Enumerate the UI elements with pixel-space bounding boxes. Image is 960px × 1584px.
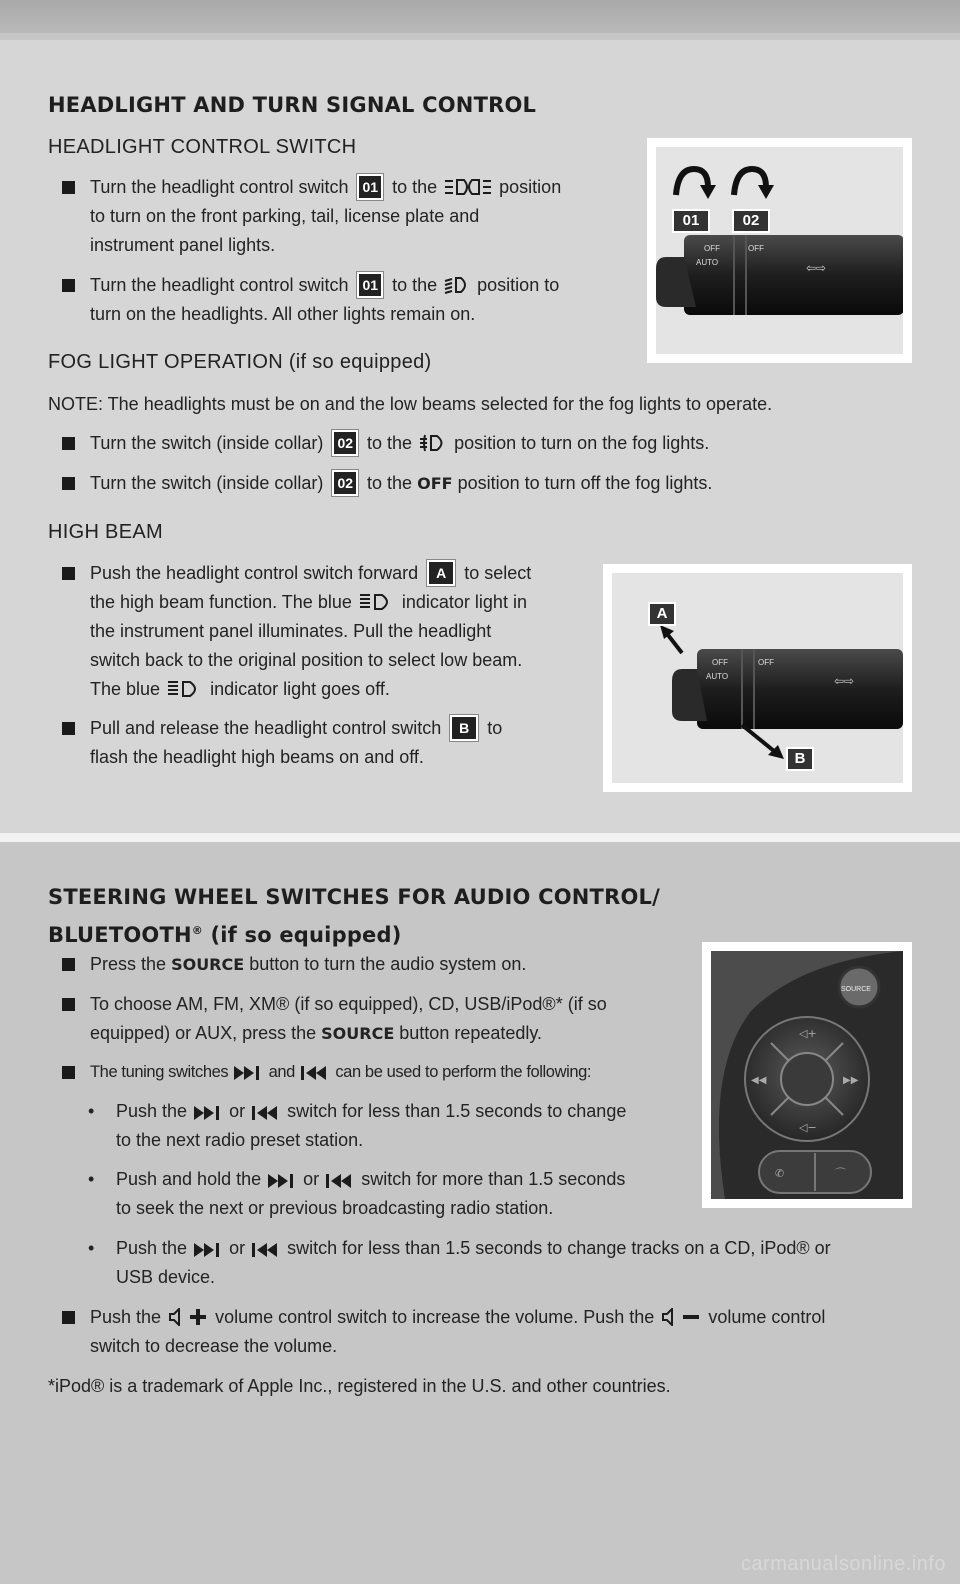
fog-bullet-2: Turn the switch (inside collar) 02 to the OFF position to turn off the fog lights. xyxy=(90,469,712,498)
fog-light-icon xyxy=(419,434,447,452)
bullet-marker xyxy=(62,279,75,292)
volume-up-icon xyxy=(168,1308,208,1326)
seek-up-icon xyxy=(234,1066,262,1080)
headlight-switch-photo xyxy=(647,138,912,363)
bullet-marker xyxy=(62,1066,75,1079)
high-beam-photo xyxy=(603,564,912,792)
bullet-marker xyxy=(62,722,75,735)
bullet-marker xyxy=(62,437,75,450)
bullet-marker xyxy=(62,958,75,971)
seek-up-icon xyxy=(268,1174,296,1188)
seek-down-key-icon: ◀◀ xyxy=(751,1075,767,1086)
stalk-label-off-2: OFF xyxy=(748,244,764,253)
badge-01: 01 xyxy=(357,174,383,200)
bullet-marker xyxy=(62,1311,75,1324)
headlight-icon xyxy=(444,276,470,294)
source-button-label: SOURCE xyxy=(841,986,871,993)
phone-end-key-icon: ⌒ xyxy=(835,1167,846,1180)
audio-bullet-2: To choose AM, FM, XM® (if so equipped), CD, USB/iPod®* (if so equipped) or AUX, press the SOURCE button repeatedly. xyxy=(90,994,607,1043)
audio-bullet-4: Push the volume control switch to increase the volume. Push the volume control switch to decrease the volume. xyxy=(90,1307,826,1356)
audio-sub-3: Push the or switch for less than 1.5 seconds to change tracks on a CD, iPod® or USB device. xyxy=(116,1238,831,1287)
bullet-marker xyxy=(62,181,75,194)
badge-01: 01 xyxy=(357,272,383,298)
steering-switch-photo xyxy=(702,942,912,1208)
audio-sub-2: Push and hold the or switch for more than 1.5 seconds to seek the next or previous broadcasting radio station. xyxy=(116,1169,626,1218)
badge-02: 02 xyxy=(332,430,358,456)
audio-bullet-1: Press the SOURCE button to turn the audio system on. xyxy=(90,954,527,974)
volume-down-key-icon: ◁− xyxy=(799,1121,817,1134)
heading-headlight-switch: HEADLIGHT CONTROL SWITCH xyxy=(48,136,357,158)
watermark: carmanualsonline.info xyxy=(740,1553,946,1575)
stalk-label-off-2: OFF xyxy=(758,658,774,667)
label-b: B xyxy=(786,747,814,771)
volume-up-key-icon: ◁+ xyxy=(799,1027,817,1040)
seek-down-icon xyxy=(301,1066,329,1080)
section-title-audio: STEERING WHEEL SWITCHES FOR AUDIO CONTROL/ BLUETOOTH® (if so equipped) xyxy=(48,885,660,947)
turn-arrows-icon: ⇦⇨ xyxy=(806,261,827,275)
high-beam-bullet-2: Pull and release the headlight control switch B to flash the headlight high beams on and off. xyxy=(90,714,502,772)
label-a: A xyxy=(648,602,676,626)
seek-up-icon xyxy=(194,1106,222,1120)
label-01: 01 xyxy=(672,209,710,233)
seek-down-icon xyxy=(252,1243,280,1257)
section-title-headlight: HEADLIGHT AND TURN SIGNAL CONTROL xyxy=(48,93,537,117)
dot-marker: • xyxy=(88,1101,95,1121)
ipod-footnote: *iPod® is a trademark of Apple Inc., registered in the U.S. and other countries. xyxy=(48,1376,671,1396)
audio-sub-1: Push the or switch for less than 1.5 seconds to change to the next radio preset station. xyxy=(116,1101,627,1150)
seek-down-icon xyxy=(252,1106,280,1120)
dot-marker: • xyxy=(88,1169,95,1189)
seek-up-key-icon: ▶▶ xyxy=(843,1075,859,1086)
audio-bullet-3: The tuning switches and can be used to perform the following: xyxy=(90,1063,592,1081)
high-beam-icon xyxy=(167,680,203,698)
heading-high-beam: HIGH BEAM xyxy=(48,521,163,543)
parking-lights-icon xyxy=(444,178,492,196)
headlight-bullet-1: Turn the headlight control switch 01 to the position to turn on the front parking, tail, license plate and instrument panel lights. xyxy=(90,173,561,260)
stalk-label-off: OFF xyxy=(704,244,720,253)
volume-down-icon xyxy=(661,1308,701,1326)
badge-02: 02 xyxy=(332,470,358,496)
bullet-marker xyxy=(62,998,75,1011)
heading-fog: FOG LIGHT OPERATION (if so equipped) xyxy=(48,351,432,373)
badge-a: A xyxy=(427,560,455,586)
turn-arrows-icon: ⇦⇨ xyxy=(834,674,855,688)
fog-bullet-1: Turn the switch (inside collar) 02 to the position to turn on the fog lights. xyxy=(90,429,709,458)
stalk-label-auto: AUTO xyxy=(706,672,729,681)
bullet-marker xyxy=(62,567,75,580)
phone-answer-key-icon: ✆ xyxy=(775,1167,785,1180)
section-divider xyxy=(0,833,960,842)
label-02: 02 xyxy=(732,209,770,233)
arrow-forward-icon xyxy=(668,635,682,653)
high-beam-icon xyxy=(359,593,395,611)
dot-marker: • xyxy=(88,1238,95,1258)
seek-down-icon xyxy=(326,1174,354,1188)
high-beam-bullet-1: Push the headlight control switch forward A to select the high beam function. The blue indicator light in the instrument panel illuminates. Pull the headlight switch back to the original position to select low beam. The blue indicator light goes off. xyxy=(90,559,531,704)
fog-note: NOTE: The headlights must be on and the low beams selected for the fog lights to operate. xyxy=(48,394,773,414)
headlight-bullet-2: Turn the headlight control switch 01 to the position to turn on the headlights. All other lights remain on. xyxy=(90,271,559,329)
seek-up-icon xyxy=(194,1243,222,1257)
top-band xyxy=(0,0,960,33)
stalk-label-off: OFF xyxy=(712,658,728,667)
stalk-label-auto: AUTO xyxy=(696,258,719,267)
badge-b: B xyxy=(450,715,478,741)
bullet-marker xyxy=(62,477,75,490)
